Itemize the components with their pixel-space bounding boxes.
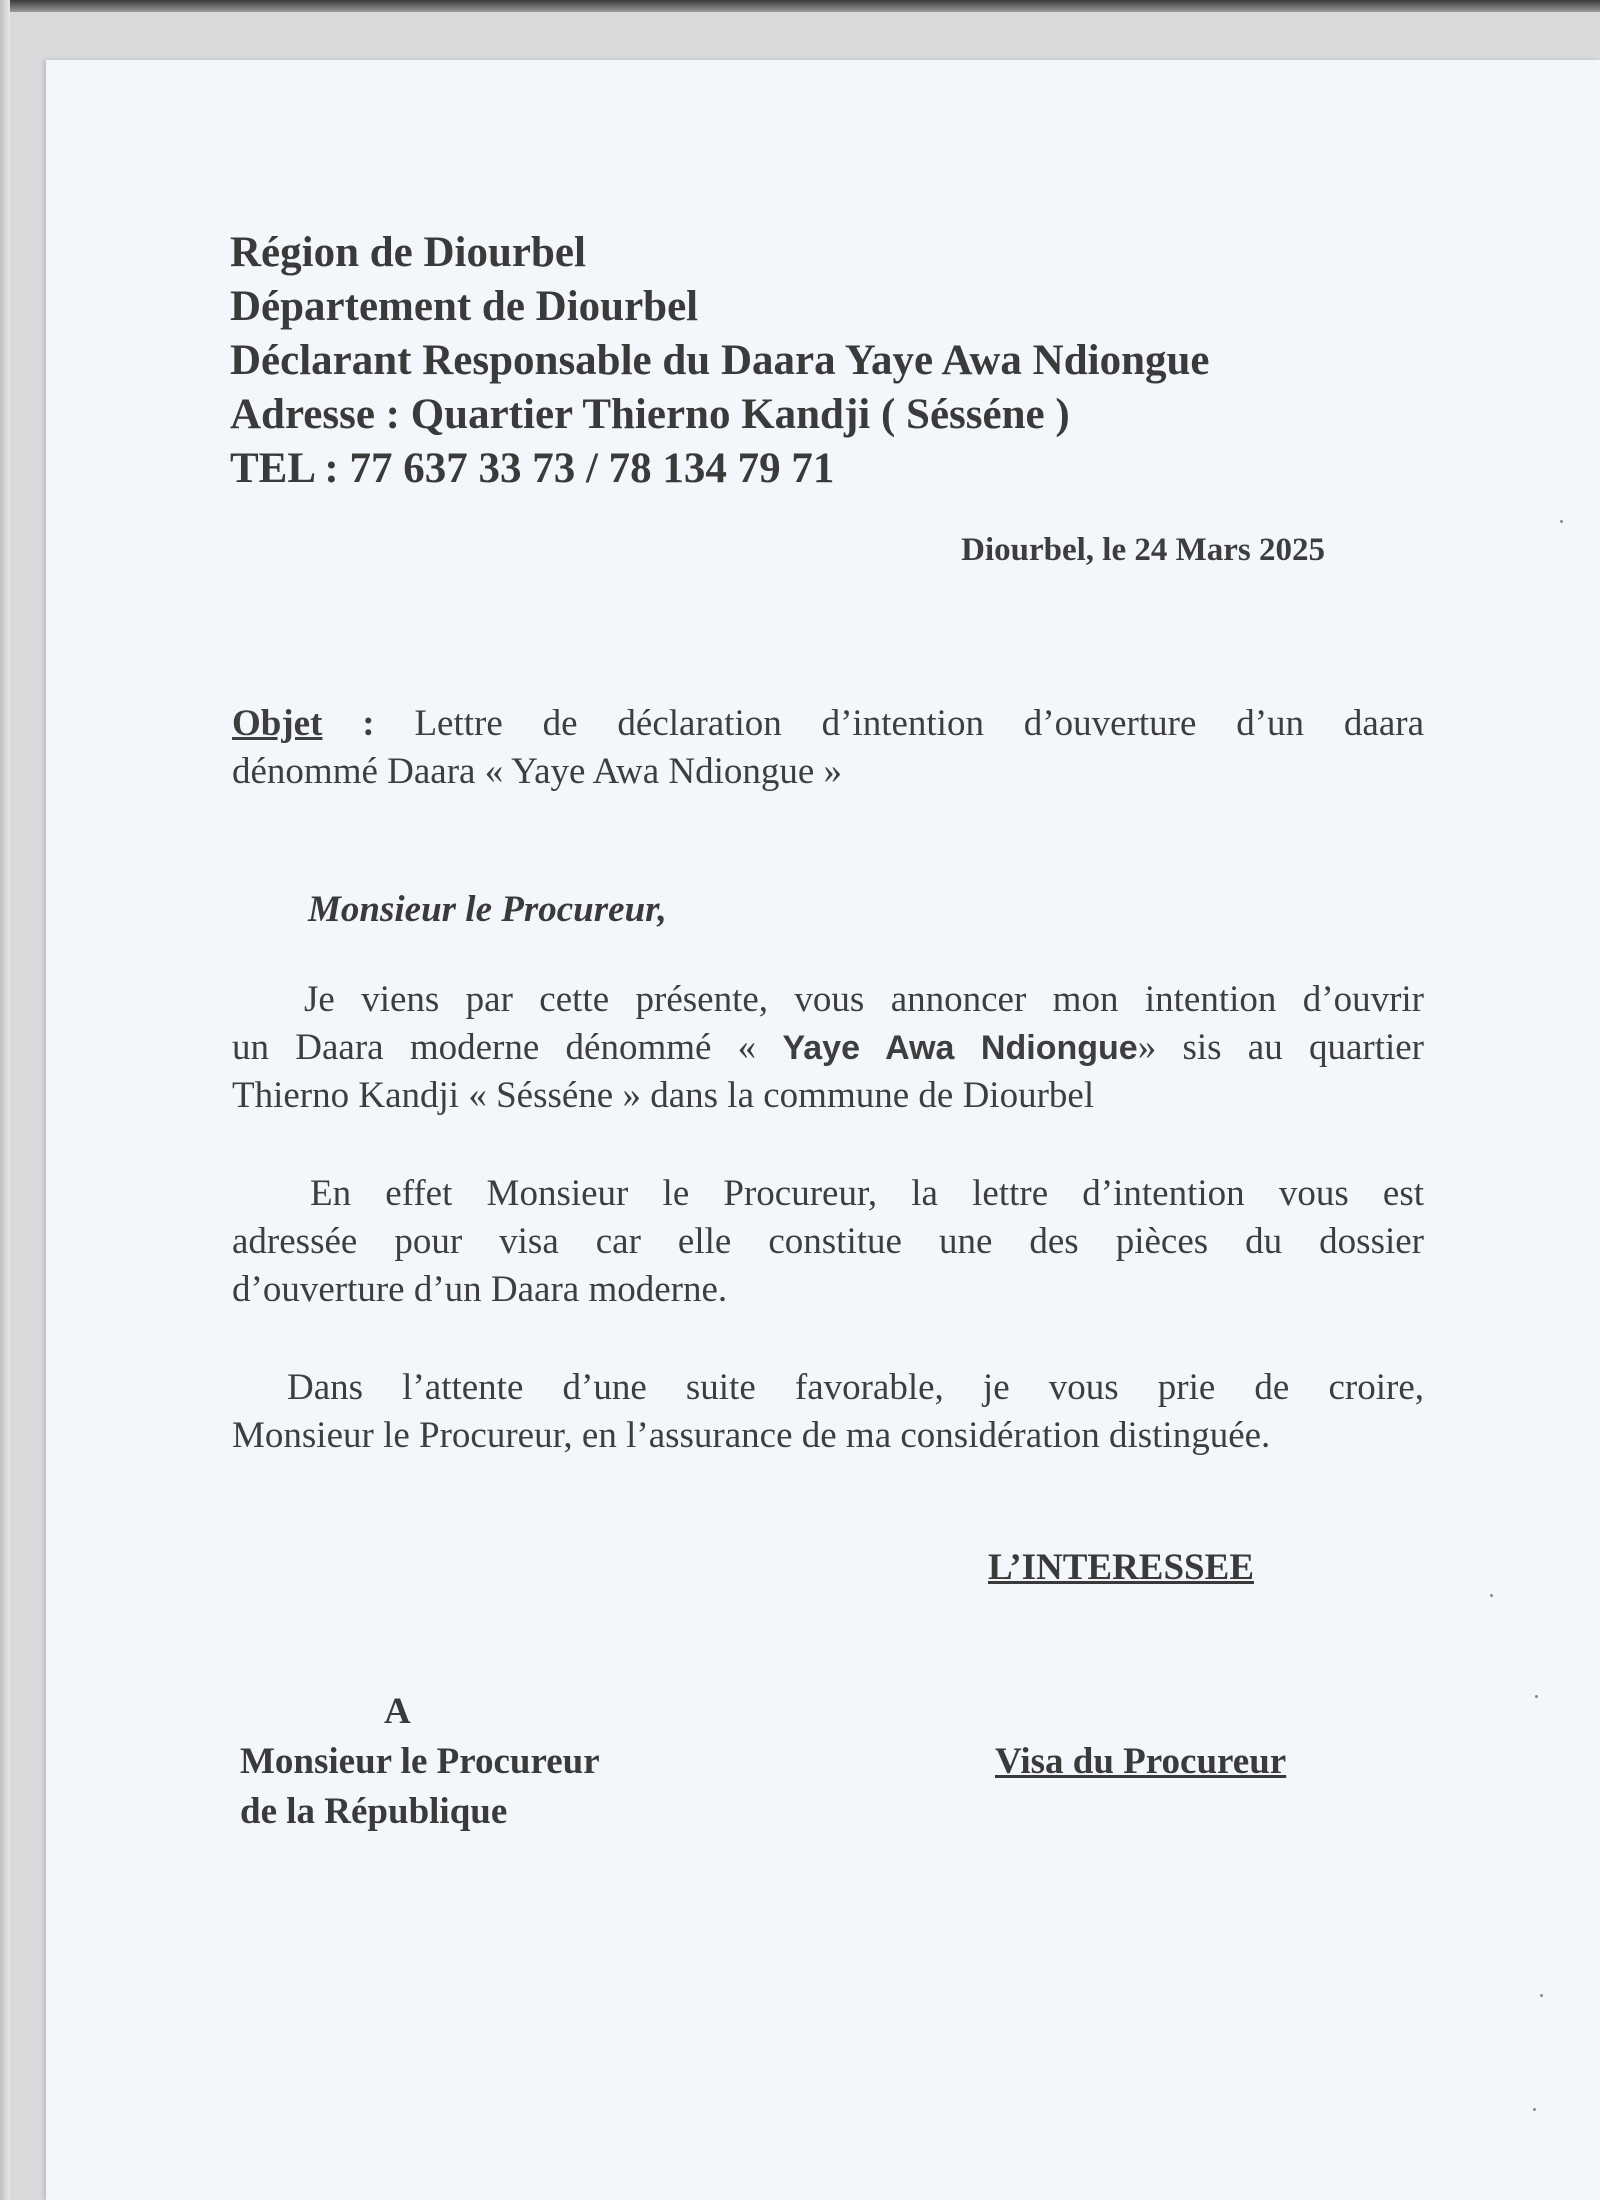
scan-border-top <box>0 0 1600 12</box>
scan-speck <box>1535 1695 1538 1698</box>
scan-speck <box>1490 1594 1493 1597</box>
signature-title: L’INTERESSEE <box>988 1547 1254 1588</box>
object-label: Objet <box>232 703 323 744</box>
paragraph-2 <box>232 1170 1424 1314</box>
object-separator: : <box>322 703 375 744</box>
object-line-1 <box>232 700 1424 748</box>
paragraph-2-line-2: adressée pour visa car elle constitue une des pièces du dossier <box>232 1221 1424 1262</box>
paragraph-3 <box>232 1364 1424 1460</box>
header-telephone: TEL : 77 637 33 73 / 78 134 79 71 <box>230 445 835 492</box>
paragraph-1-line-2 <box>232 1024 1424 1072</box>
scan-speck <box>1560 520 1563 523</box>
daara-name: Yaye Awa Ndiongue <box>782 1029 1138 1067</box>
paragraph-1-line-2-start: un Daara moderne dénommé « <box>232 1027 783 1068</box>
object-line-2: dénommé Daara « Yaye Awa Ndiongue » <box>232 751 843 792</box>
header-region: Région de Diourbel <box>230 229 586 276</box>
header-address: Adresse : Quartier Thierno Kandji ( Sésséne ) <box>230 391 1070 438</box>
paragraph-3-line-2: Monsieur le Procureur, en l’assurance de ma considération distinguée. <box>232 1415 1271 1456</box>
header-department: Département de Diourbel <box>230 283 699 330</box>
letter-object <box>232 700 1424 796</box>
paragraph-1 <box>232 976 1424 1120</box>
paragraph-1-line-1: Je viens par cette présente, vous annoncer mon intention d’ouvrir <box>304 979 1424 1020</box>
scan-speck <box>1533 2108 1536 2111</box>
scan-border-left <box>0 0 10 2200</box>
object-text-1: Lettre de déclaration d’intention d’ouverture d’un daara <box>374 703 1424 744</box>
salutation: Monsieur le Procureur, <box>308 889 667 930</box>
recipient-line-1: Monsieur le Procureur <box>240 1741 600 1782</box>
header-declarant: Déclarant Responsable du Daara Yaye Awa Ndiongue <box>230 337 1210 384</box>
paragraph-1-line-2-end: » sis au quartier <box>1137 1027 1425 1068</box>
paragraph-2-line-1: En effet Monsieur le Procureur, la lettre d’intention vous est <box>310 1173 1424 1214</box>
paragraph-2-line-3: d’ouverture d’un Daara moderne. <box>232 1269 728 1310</box>
scan-speck <box>1540 1994 1543 1997</box>
visa-label: Visa du Procureur <box>995 1741 1287 1782</box>
letter-date: Diourbel, le 24 Mars 2025 <box>961 532 1325 568</box>
recipient-prefix: A <box>384 1691 411 1732</box>
recipient-line-2: de la République <box>240 1791 508 1832</box>
paragraph-1-line-3: Thierno Kandji « Sésséne » dans la commune de Diourbel <box>232 1075 1095 1116</box>
paragraph-3-line-1: Dans l’attente d’une suite favorable, je vous prie de croire, <box>287 1367 1424 1408</box>
